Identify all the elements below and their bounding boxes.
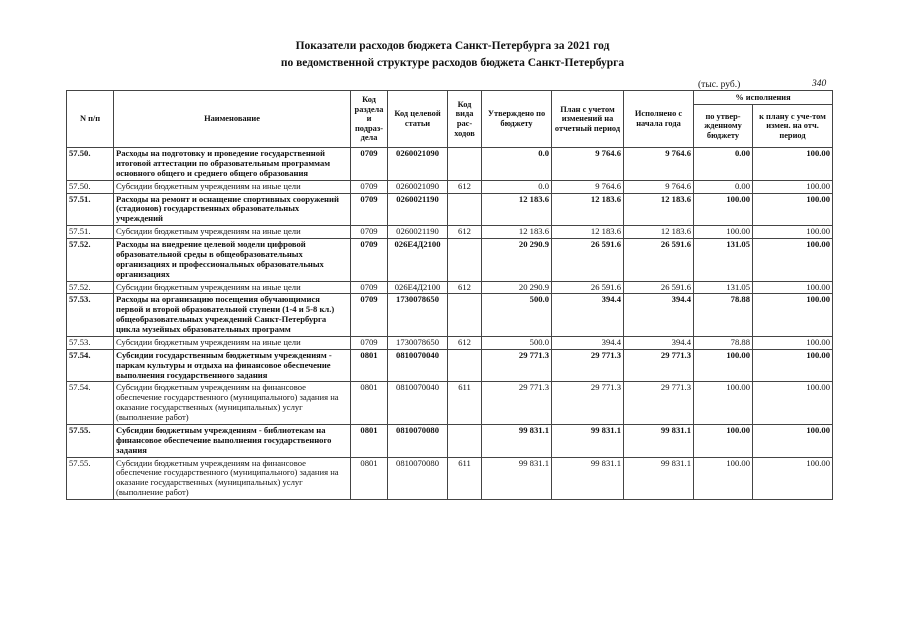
row-section-code: 0709 [351,226,388,239]
header-name: Наименование [114,91,351,148]
row-kind-code [448,294,482,337]
table-row [67,239,833,282]
row-approved: 500.0 [482,294,552,337]
row-approved: 20 290.9 [482,281,552,294]
row-pct-plan: 100.00 [753,336,833,349]
row-pct-approved: 0.00 [694,180,753,193]
row-executed: 12 183.6 [624,193,694,226]
row-plan: 394.4 [552,294,624,337]
row-name: Расходы на ремонт и оснащение спортивных сооружений (стадионов) государственных образовательных учреждений [114,193,351,226]
row-name: Субсидии бюджетным учреждениям на финансовое обеспечение государственного (муниципального) задания на оказание государственных (муниципальных) услуг (выполнение работ) [114,457,351,500]
row-kind-code [448,349,482,382]
row-plan: 29 771.3 [552,349,624,382]
row-approved: 500.0 [482,336,552,349]
header-pct-approved: по утвер-жденному бюджету [694,105,753,148]
row-name: Субсидии бюджетным учреждениям на иные цели [114,226,351,239]
row-plan: 99 831.1 [552,457,624,500]
row-executed: 12 183.6 [624,226,694,239]
row-number: 57.50. [67,180,114,193]
row-name: Субсидии государственным бюджетным учреждениям - паркам культуры и отдыха на финансовое обеспечение выполнения государственного задания [114,349,351,382]
row-kind-code: 612 [448,180,482,193]
table-row [67,457,833,500]
row-pct-plan: 100.00 [753,457,833,500]
table-row [67,336,833,349]
row-kind-code [448,193,482,226]
row-kind-code [448,148,482,181]
row-executed: 9 764.6 [624,148,694,181]
row-pct-approved: 131.05 [694,239,753,282]
row-approved: 99 831.1 [482,424,552,457]
row-article-code: 0260021190 [388,226,448,239]
table-row [67,193,833,226]
row-approved: 29 771.3 [482,349,552,382]
row-executed: 394.4 [624,294,694,337]
row-article-code: 0260021190 [388,193,448,226]
row-section-code: 0801 [351,457,388,500]
table-row [67,226,833,239]
table-body [67,148,833,500]
row-number: 57.55. [67,457,114,500]
expenses-table [66,90,833,500]
table-row [67,281,833,294]
row-article-code: 026Е4Д2100 [388,281,448,294]
row-approved: 29 771.3 [482,382,552,425]
header-approved: Утверждено по бюджету [482,91,552,148]
table-row [67,424,833,457]
row-kind-code [448,424,482,457]
row-pct-plan: 100.00 [753,239,833,282]
row-number: 57.54. [67,382,114,425]
row-approved: 99 831.1 [482,457,552,500]
row-number: 57.51. [67,226,114,239]
row-kind-code [448,239,482,282]
row-number: 57.51. [67,193,114,226]
table-row [67,349,833,382]
row-approved: 12 183.6 [482,226,552,239]
row-executed: 26 591.6 [624,281,694,294]
row-name: Расходы на подготовку и проведение государственной итоговой аттестации по образовательным программам основного общего и среднего общего образования [114,148,351,181]
row-article-code: 0810070080 [388,424,448,457]
row-number: 57.52. [67,281,114,294]
row-name: Субсидии бюджетным учреждениям на иные цели [114,180,351,193]
row-pct-approved: 100.00 [694,349,753,382]
row-pct-plan: 100.00 [753,294,833,337]
row-approved: 0.0 [482,148,552,181]
row-pct-approved: 78.88 [694,336,753,349]
row-section-code: 0709 [351,239,388,282]
row-number: 57.53. [67,336,114,349]
row-section-code: 0709 [351,193,388,226]
row-section-code: 0709 [351,281,388,294]
row-pct-approved: 100.00 [694,457,753,500]
row-pct-plan: 100.00 [753,382,833,425]
table-row [67,382,833,425]
row-section-code: 0801 [351,382,388,425]
row-pct-plan: 100.00 [753,148,833,181]
header-plan: План с учетом изменений на отчетный период [552,91,624,148]
row-plan: 9 764.6 [552,180,624,193]
row-approved: 0.0 [482,180,552,193]
row-executed: 99 831.1 [624,424,694,457]
row-pct-approved: 100.00 [694,382,753,425]
row-plan: 99 831.1 [552,424,624,457]
header-executed: Исполнено с начала года [624,91,694,148]
row-plan: 12 183.6 [552,226,624,239]
row-number: 57.53. [67,294,114,337]
row-plan: 9 764.6 [552,148,624,181]
row-kind-code: 612 [448,281,482,294]
row-article-code: 0810070080 [388,457,448,500]
row-approved: 12 183.6 [482,193,552,226]
row-name: Расходы на организацию посещения обучающимися первой и второй образовательной ступени (1-4 и 5-8 кл.) общеобразовательных учреждений Санкт-Петербурга цикла музейных образовательных программ [114,294,351,337]
report-subtitle: по ведомственной структуре расходов бюджета Санкт-Петербурга [280,57,625,69]
row-section-code: 0709 [351,180,388,193]
header-kind: Код вида рас-ходов [448,91,482,148]
header-pct-group: % исполнения [694,91,833,105]
row-pct-plan: 100.00 [753,193,833,226]
row-kind-code: 612 [448,336,482,349]
row-plan: 12 183.6 [552,193,624,226]
header-pct-plan: к плану с уче-том измен. на отч. период [753,105,833,148]
row-plan: 26 591.6 [552,239,624,282]
row-name: Субсидии бюджетным учреждениям на финансовое обеспечение государственного (муниципального) задания на оказание государственных (муниципальных) услуг (выполнение работ) [114,382,351,425]
row-executed: 99 831.1 [624,457,694,500]
row-pct-approved: 131.05 [694,281,753,294]
row-executed: 9 764.6 [624,180,694,193]
row-pct-plan: 100.00 [753,349,833,382]
row-plan: 26 591.6 [552,281,624,294]
row-name: Расходы на внедрение целевой модели цифровой образовательной среды в общеобразовательных организациях и профессиональных образовательных организациях [114,239,351,282]
row-kind-code: 611 [448,457,482,500]
header-num: N п/п [67,91,114,148]
row-section-code: 0709 [351,336,388,349]
row-pct-plan: 100.00 [753,281,833,294]
row-pct-approved: 0.00 [694,148,753,181]
row-pct-plan: 100.00 [753,180,833,193]
row-executed: 29 771.3 [624,349,694,382]
row-pct-approved: 78.88 [694,294,753,337]
page-number: 340 [812,79,827,89]
row-section-code: 0709 [351,294,388,337]
row-article-code: 0810070040 [388,349,448,382]
header-article: Код целевой статьи [388,91,448,148]
row-number: 57.55. [67,424,114,457]
row-pct-plan: 100.00 [753,226,833,239]
row-section-code: 0709 [351,148,388,181]
row-pct-approved: 100.00 [694,424,753,457]
row-article-code: 1730078650 [388,336,448,349]
table-row [67,294,833,337]
row-plan: 394.4 [552,336,624,349]
table-row [67,180,833,193]
row-pct-plan: 100.00 [753,424,833,457]
row-executed: 394.4 [624,336,694,349]
units-label: (тыс. руб.) [698,80,741,90]
row-name: Субсидии бюджетным учреждениям - библиотекам на финансовое обеспечение выполнения государственного задания [114,424,351,457]
row-number: 57.52. [67,239,114,282]
row-name: Субсидии бюджетным учреждениям на иные цели [114,336,351,349]
row-executed: 26 591.6 [624,239,694,282]
row-article-code: 026Е4Д2100 [388,239,448,282]
row-number: 57.50. [67,148,114,181]
row-approved: 20 290.9 [482,239,552,282]
row-article-code: 0260021090 [388,148,448,181]
row-article-code: 0260021090 [388,180,448,193]
report-title: Показатели расходов бюджета Санкт-Петербурга за 2021 год [295,40,610,52]
row-plan: 29 771.3 [552,382,624,425]
row-article-code: 1730078650 [388,294,448,337]
row-kind-code: 612 [448,226,482,239]
row-section-code: 0801 [351,349,388,382]
row-pct-approved: 100.00 [694,193,753,226]
row-pct-approved: 100.00 [694,226,753,239]
row-kind-code: 611 [448,382,482,425]
row-executed: 29 771.3 [624,382,694,425]
row-number: 57.54. [67,349,114,382]
row-section-code: 0801 [351,424,388,457]
table-row [67,148,833,181]
header-section: Код раздела и подраз-дела [351,91,388,148]
row-article-code: 0810070040 [388,382,448,425]
row-name: Субсидии бюджетным учреждениям на иные цели [114,281,351,294]
